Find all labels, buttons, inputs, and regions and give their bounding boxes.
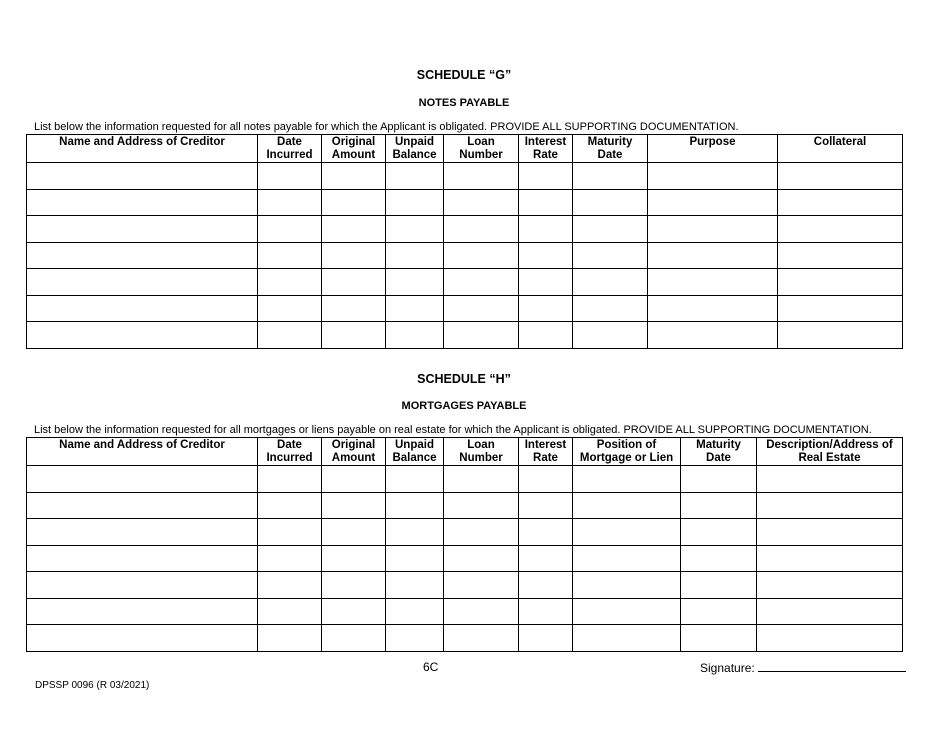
table-row (27, 189, 903, 216)
column-header (681, 438, 757, 466)
entry-cell[interactable] (757, 492, 903, 519)
entry-cell[interactable] (681, 466, 757, 493)
entry-cell[interactable] (258, 189, 322, 216)
column-header-line: Incurred (266, 149, 313, 161)
column-header (648, 135, 778, 163)
entry-cell[interactable] (322, 242, 386, 269)
entry-cell[interactable] (258, 269, 322, 296)
column-header-line: Loan (467, 439, 495, 451)
column-header (322, 438, 386, 466)
column-header-line: Incurred (266, 452, 313, 464)
column-header-line: Amount (331, 452, 376, 464)
column-header-line: Loan (467, 136, 495, 148)
entry-cell[interactable] (573, 519, 681, 546)
column-header (757, 438, 903, 466)
entry-cell[interactable] (757, 625, 903, 652)
entry-cell[interactable] (573, 492, 681, 519)
entry-cell[interactable] (757, 545, 903, 572)
entry-cell[interactable] (648, 163, 778, 190)
entry-cell[interactable] (444, 295, 519, 322)
column-header-line: Name and Address of Creditor (59, 439, 225, 451)
entry-cell[interactable] (27, 466, 258, 493)
entry-cell[interactable] (386, 492, 444, 519)
entry-cell[interactable] (648, 189, 778, 216)
column-header (444, 135, 519, 163)
entry-cell[interactable] (27, 492, 258, 519)
entry-cell[interactable] (27, 216, 258, 243)
entry-cell[interactable] (519, 189, 573, 216)
entry-cell[interactable] (444, 625, 519, 652)
entry-cell[interactable] (27, 519, 258, 546)
column-header-line: Name and Address of Creditor (59, 136, 225, 148)
entry-cell[interactable] (322, 625, 386, 652)
entry-cell[interactable] (386, 269, 444, 296)
column-header-line: Purpose (689, 136, 736, 148)
entry-cell[interactable] (519, 572, 573, 599)
entry-cell[interactable] (27, 242, 258, 269)
signature-field[interactable] (700, 660, 906, 675)
column-header (386, 135, 444, 163)
column-header (27, 135, 258, 163)
entry-cell[interactable] (27, 163, 258, 190)
entry-cell[interactable] (444, 572, 519, 599)
entry-cell[interactable] (757, 519, 903, 546)
column-header-line: Unpaid (395, 439, 434, 451)
entry-cell[interactable] (573, 322, 648, 349)
entry-cell[interactable] (322, 519, 386, 546)
entry-cell[interactable] (573, 466, 681, 493)
schedule-g-subtitle: NOTES PAYABLE (418, 97, 510, 109)
column-header-line: Rate (533, 149, 558, 161)
table-row (27, 519, 903, 546)
table-row (27, 242, 903, 269)
entry-cell[interactable] (444, 163, 519, 190)
entry-cell[interactable] (519, 598, 573, 625)
entry-cell[interactable] (444, 519, 519, 546)
entry-cell[interactable] (322, 216, 386, 243)
entry-cell[interactable] (386, 295, 444, 322)
entry-cell[interactable] (386, 466, 444, 493)
entry-cell[interactable] (573, 598, 681, 625)
column-header-line: Unpaid (395, 136, 434, 148)
schedule-g-instructions: List below the information requested for all notes payable for which the Applicant is obligated. PROVIDE ALL SUPPORTING DOCUMENTATION. (34, 121, 739, 133)
column-header (27, 438, 258, 466)
schedule-h-title: SCHEDULE “H” (417, 372, 511, 386)
column-header-line: Collateral (813, 136, 867, 148)
entry-cell[interactable] (322, 163, 386, 190)
entry-cell[interactable] (444, 598, 519, 625)
table-row (27, 269, 903, 296)
entry-cell[interactable] (519, 519, 573, 546)
entry-cell[interactable] (386, 625, 444, 652)
entry-cell[interactable] (322, 598, 386, 625)
entry-cell[interactable] (519, 545, 573, 572)
column-header (444, 438, 519, 466)
column-header-line: Real Estate (798, 452, 861, 464)
entry-cell[interactable] (573, 216, 648, 243)
column-header (573, 438, 681, 466)
entry-cell[interactable] (27, 545, 258, 572)
table-row (27, 598, 903, 625)
entry-cell[interactable] (386, 519, 444, 546)
table-row (27, 492, 903, 519)
form-id: DPSSP 0096 (R 03/2021) (35, 680, 150, 691)
entry-cell[interactable] (322, 492, 386, 519)
entry-cell[interactable] (258, 163, 322, 190)
entry-cell[interactable] (519, 163, 573, 190)
column-header-line: Original (331, 136, 376, 148)
table-header-row (27, 135, 903, 163)
column-header-line: Number (459, 452, 503, 464)
entry-cell[interactable] (519, 269, 573, 296)
entry-cell[interactable] (322, 466, 386, 493)
entry-cell[interactable] (681, 625, 757, 652)
entry-cell[interactable] (322, 295, 386, 322)
entry-cell[interactable] (386, 163, 444, 190)
entry-cell[interactable] (519, 322, 573, 349)
entry-cell[interactable] (27, 322, 258, 349)
entry-cell[interactable] (258, 242, 322, 269)
entry-cell[interactable] (444, 269, 519, 296)
table-row (27, 216, 903, 243)
entry-cell[interactable] (258, 492, 322, 519)
entry-cell[interactable] (444, 492, 519, 519)
column-header-line: Balance (392, 149, 437, 161)
entry-cell[interactable] (519, 295, 573, 322)
entry-cell[interactable] (258, 572, 322, 599)
table-row (27, 625, 903, 652)
entry-cell[interactable] (444, 216, 519, 243)
entry-cell[interactable] (681, 572, 757, 599)
column-header-line: Date (706, 452, 731, 464)
column-header-line: Mortgage or Lien (579, 452, 674, 464)
column-header (519, 438, 573, 466)
entry-cell[interactable] (386, 322, 444, 349)
entry-cell[interactable] (757, 466, 903, 493)
table-row (27, 466, 903, 493)
entry-cell[interactable] (573, 242, 648, 269)
signature-line[interactable] (758, 660, 906, 672)
entry-cell[interactable] (386, 572, 444, 599)
entry-cell[interactable] (573, 189, 648, 216)
entry-cell[interactable] (27, 269, 258, 296)
column-header-line: Maturity (696, 439, 741, 451)
entry-cell[interactable] (681, 492, 757, 519)
entry-cell[interactable] (778, 163, 903, 190)
entry-cell[interactable] (681, 545, 757, 572)
entry-cell[interactable] (573, 545, 681, 572)
table-row (27, 322, 903, 349)
entry-cell[interactable] (681, 598, 757, 625)
column-header-line: Number (459, 149, 503, 161)
column-header (778, 135, 903, 163)
entry-cell[interactable] (27, 295, 258, 322)
entry-cell[interactable] (258, 216, 322, 243)
entry-cell[interactable] (778, 216, 903, 243)
entry-cell[interactable] (444, 242, 519, 269)
column-header-line: Maturity (587, 136, 633, 148)
entry-cell[interactable] (27, 625, 258, 652)
entry-cell[interactable] (573, 295, 648, 322)
column-header-line: Date (597, 149, 623, 161)
table-row (27, 163, 903, 190)
entry-cell[interactable] (258, 466, 322, 493)
entry-cell[interactable] (757, 598, 903, 625)
entry-cell[interactable] (386, 242, 444, 269)
entry-cell[interactable] (322, 269, 386, 296)
entry-cell[interactable] (778, 269, 903, 296)
entry-cell[interactable] (778, 189, 903, 216)
entry-cell[interactable] (778, 295, 903, 322)
column-header (573, 135, 648, 163)
entry-cell[interactable] (386, 598, 444, 625)
entry-cell[interactable] (519, 625, 573, 652)
entry-cell[interactable] (444, 322, 519, 349)
entry-cell[interactable] (648, 216, 778, 243)
entry-cell[interactable] (386, 189, 444, 216)
entry-cell[interactable] (573, 163, 648, 190)
entry-cell[interactable] (444, 189, 519, 216)
entry-cell[interactable] (322, 572, 386, 599)
entry-cell[interactable] (322, 189, 386, 216)
column-header-line: Description/Address of (766, 439, 893, 451)
entry-cell[interactable] (322, 545, 386, 572)
column-header (322, 135, 386, 163)
column-header (258, 438, 322, 466)
entry-cell[interactable] (258, 322, 322, 349)
column-header-line: Position of (596, 439, 657, 451)
entry-cell[interactable] (778, 322, 903, 349)
entry-cell[interactable] (27, 598, 258, 625)
entry-cell[interactable] (519, 242, 573, 269)
column-header (258, 135, 322, 163)
entry-cell[interactable] (258, 545, 322, 572)
entry-cell[interactable] (681, 519, 757, 546)
schedule-h-instructions: List below the information requested for all mortgages or liens payable on real estate for which the Applicant is obligated. PROVIDE ALL SUPPORTING DOCUMENTATION. (34, 424, 872, 436)
schedule-h-subtitle: MORTGAGES PAYABLE (401, 400, 527, 412)
column-header-line: Interest (524, 439, 567, 451)
entry-cell[interactable] (648, 269, 778, 296)
entry-cell[interactable] (778, 242, 903, 269)
entry-cell[interactable] (519, 466, 573, 493)
entry-cell[interactable] (27, 572, 258, 599)
entry-cell[interactable] (648, 322, 778, 349)
column-header-line: Interest (524, 136, 567, 148)
table-header-row (27, 438, 903, 466)
column-header-line: Date (277, 439, 302, 451)
entry-cell[interactable] (648, 242, 778, 269)
signature-label: Signature: (700, 661, 755, 675)
entry-cell[interactable] (27, 189, 258, 216)
entry-cell[interactable] (386, 545, 444, 572)
entry-cell[interactable] (573, 572, 681, 599)
entry-cell[interactable] (573, 625, 681, 652)
entry-cell[interactable] (258, 295, 322, 322)
entry-cell[interactable] (519, 216, 573, 243)
column-header-line: Original (331, 439, 376, 451)
entry-cell[interactable] (258, 519, 322, 546)
column-header (386, 438, 444, 466)
table-row (27, 572, 903, 599)
entry-cell[interactable] (258, 625, 322, 652)
column-header-line: Rate (533, 452, 558, 464)
entry-cell[interactable] (444, 466, 519, 493)
table-row (27, 295, 903, 322)
column-header-line: Balance (392, 452, 437, 464)
entry-cell[interactable] (519, 492, 573, 519)
entry-cell[interactable] (573, 269, 648, 296)
entry-cell[interactable] (444, 545, 519, 572)
column-header (519, 135, 573, 163)
entry-cell[interactable] (322, 322, 386, 349)
mortgages-payable-table (26, 437, 903, 652)
entry-cell[interactable] (258, 598, 322, 625)
table-row (27, 545, 903, 572)
notes-payable-table (26, 134, 903, 349)
page-number: 6C (423, 660, 439, 674)
column-header-line: Date (277, 136, 302, 148)
entry-cell[interactable] (757, 572, 903, 599)
entry-cell[interactable] (386, 216, 444, 243)
column-header-line: Amount (331, 149, 376, 161)
entry-cell[interactable] (648, 295, 778, 322)
schedule-g-title: SCHEDULE “G” (416, 68, 512, 82)
